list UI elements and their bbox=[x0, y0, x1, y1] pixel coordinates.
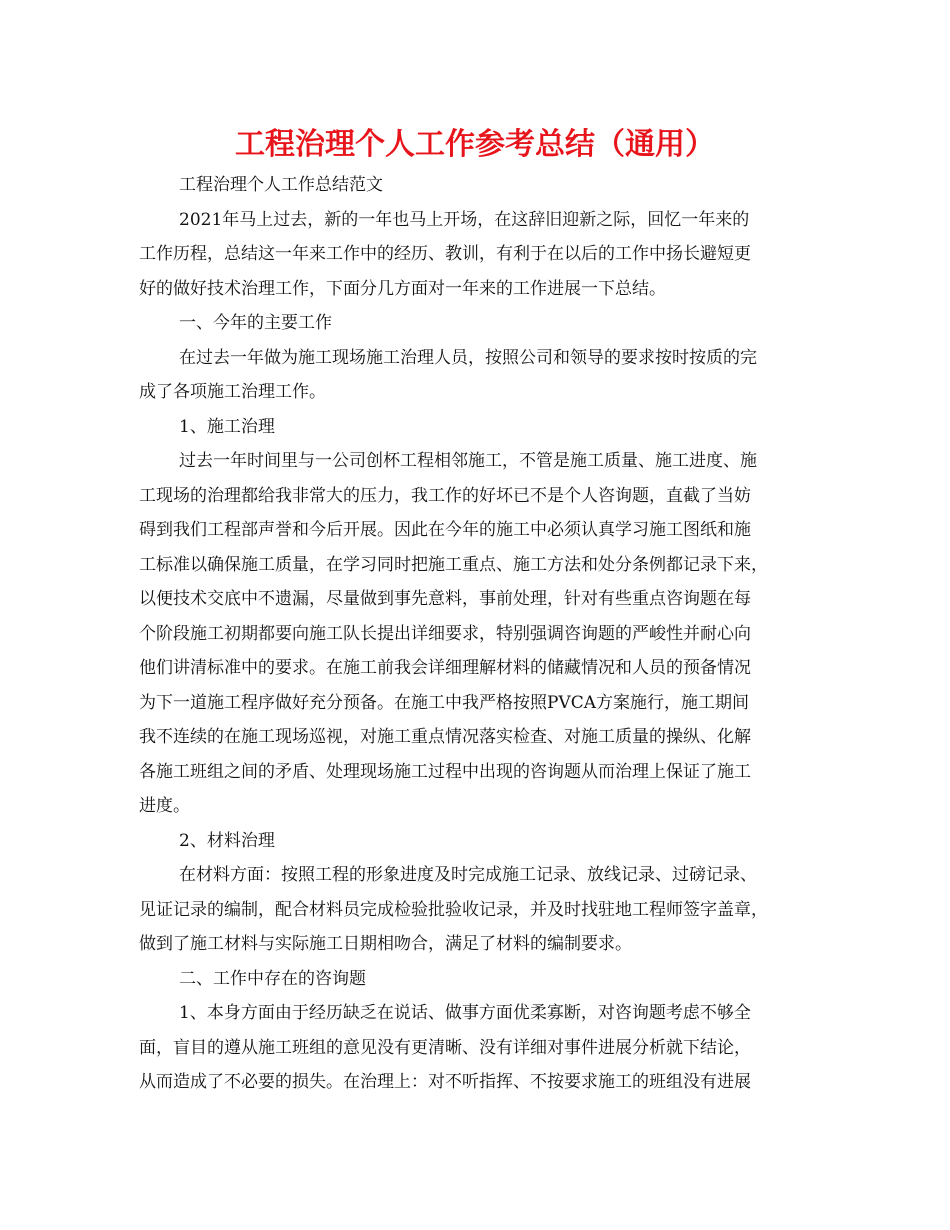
paragraph-first-line: 在材料方面：按照工程的形象进度及时完成施工记录、放线记录、过磅记录、 bbox=[179, 865, 757, 885]
paragraph-line: 工现场的治理都给我非常大的压力，我工作的好坏已不是个人咨询题，直截了当妨 bbox=[139, 485, 751, 506]
paragraph-first-line: 1、施工治理 bbox=[179, 416, 275, 437]
paragraph-line: 以便技术交底中不遗漏，尽量做到事先意料，事前处理，针对有些重点咨询题在每 bbox=[139, 589, 751, 609]
paragraph-line: 碍到我们工程部声誉和今后开展。因此在今年的施工中必须认真学习施工图纸和施 bbox=[139, 520, 751, 540]
paragraph-line: 各施工班组之间的矛盾、处理现场施工过程中出现的咨询题从而治理上保证了施工 bbox=[139, 761, 751, 782]
paragraph-line: 从而造成了不必要的损失。在治理上：对不听指挥、不按要求施工的班组没有进展 bbox=[139, 1072, 751, 1092]
paragraph-first-line: 2、材料治理 bbox=[179, 830, 275, 851]
paragraph-line: 个阶段施工初期都要向施工队长提出详细要求，特别强调咨询题的严峻性并耐心向 bbox=[139, 623, 751, 644]
paragraph-first-line: 工程治理个人工作总结范文 bbox=[179, 175, 383, 195]
paragraph-line: 做到了施工材料与实际施工日期相吻合，满足了材料的编制要求。 bbox=[139, 934, 632, 954]
paragraph-line: 面，盲目的遵从施工班组的意见没有更清晰、没有详细对事件进展分析就下结论， bbox=[139, 1037, 751, 1058]
paragraph-first-line: 1、本身方面由于经历缺乏在说话、做事方面优柔寡断，对咨询题考虑不够全 bbox=[179, 1003, 751, 1023]
paragraph-first-line: 在过去一年做为施工现场施工治理人员，按照公司和领导的要求按时按质的完 bbox=[179, 347, 757, 368]
paragraph-first-line: 过去一年时间里与一公司创杯工程相邻施工，不管是施工质量、施工进度、施 bbox=[179, 451, 757, 471]
paragraph-line: 见证记录的编制，配合材料员完成检验批验收记录，并及时找驻地工程师签字盖章， bbox=[139, 899, 768, 920]
paragraph-line: 他们讲清标准中的要求。在施工前我会详细理解材料的储藏情况和人员的预备情况 bbox=[139, 658, 751, 678]
paragraph-line: 成了各项施工治理工作。 bbox=[139, 382, 326, 402]
paragraph-line: 我不连续的在施工现场巡视，对施工重点情况落实检查、对施工质量的操纵、化解 bbox=[139, 727, 751, 747]
paragraph-line: 进度。 bbox=[139, 796, 190, 816]
paragraph-line: 工标准以确保施工质量，在学习同时把施工重点、施工方法和处分条例都记录下来， bbox=[139, 554, 768, 575]
paragraph-line: 为下一道施工程序做好充分预备。在施工中我严格按照PVCA方案施行，施工期间 bbox=[139, 692, 749, 713]
document-title: 工程治理个人工作参考总结（通用） bbox=[235, 127, 715, 162]
document-body bbox=[139, 168, 819, 1100]
paragraph-line: 好的做好技术治理工作，下面分几方面对一年来的工作进展一下总结。 bbox=[139, 278, 666, 299]
paragraph-first-line: 一、今年的主要工作 bbox=[179, 313, 332, 333]
paragraph-first-line: 二、工作中存在的咨询题 bbox=[179, 968, 366, 989]
paragraph-line: 工作历程，总结这一年来工作中的经历、教训，有利于在以后的工作中扬长避短更 bbox=[139, 244, 751, 264]
paragraph-first-line: 2021年马上过去，新的一年也马上开场，在这辞旧迎新之际，回忆一年来的 bbox=[179, 209, 750, 230]
